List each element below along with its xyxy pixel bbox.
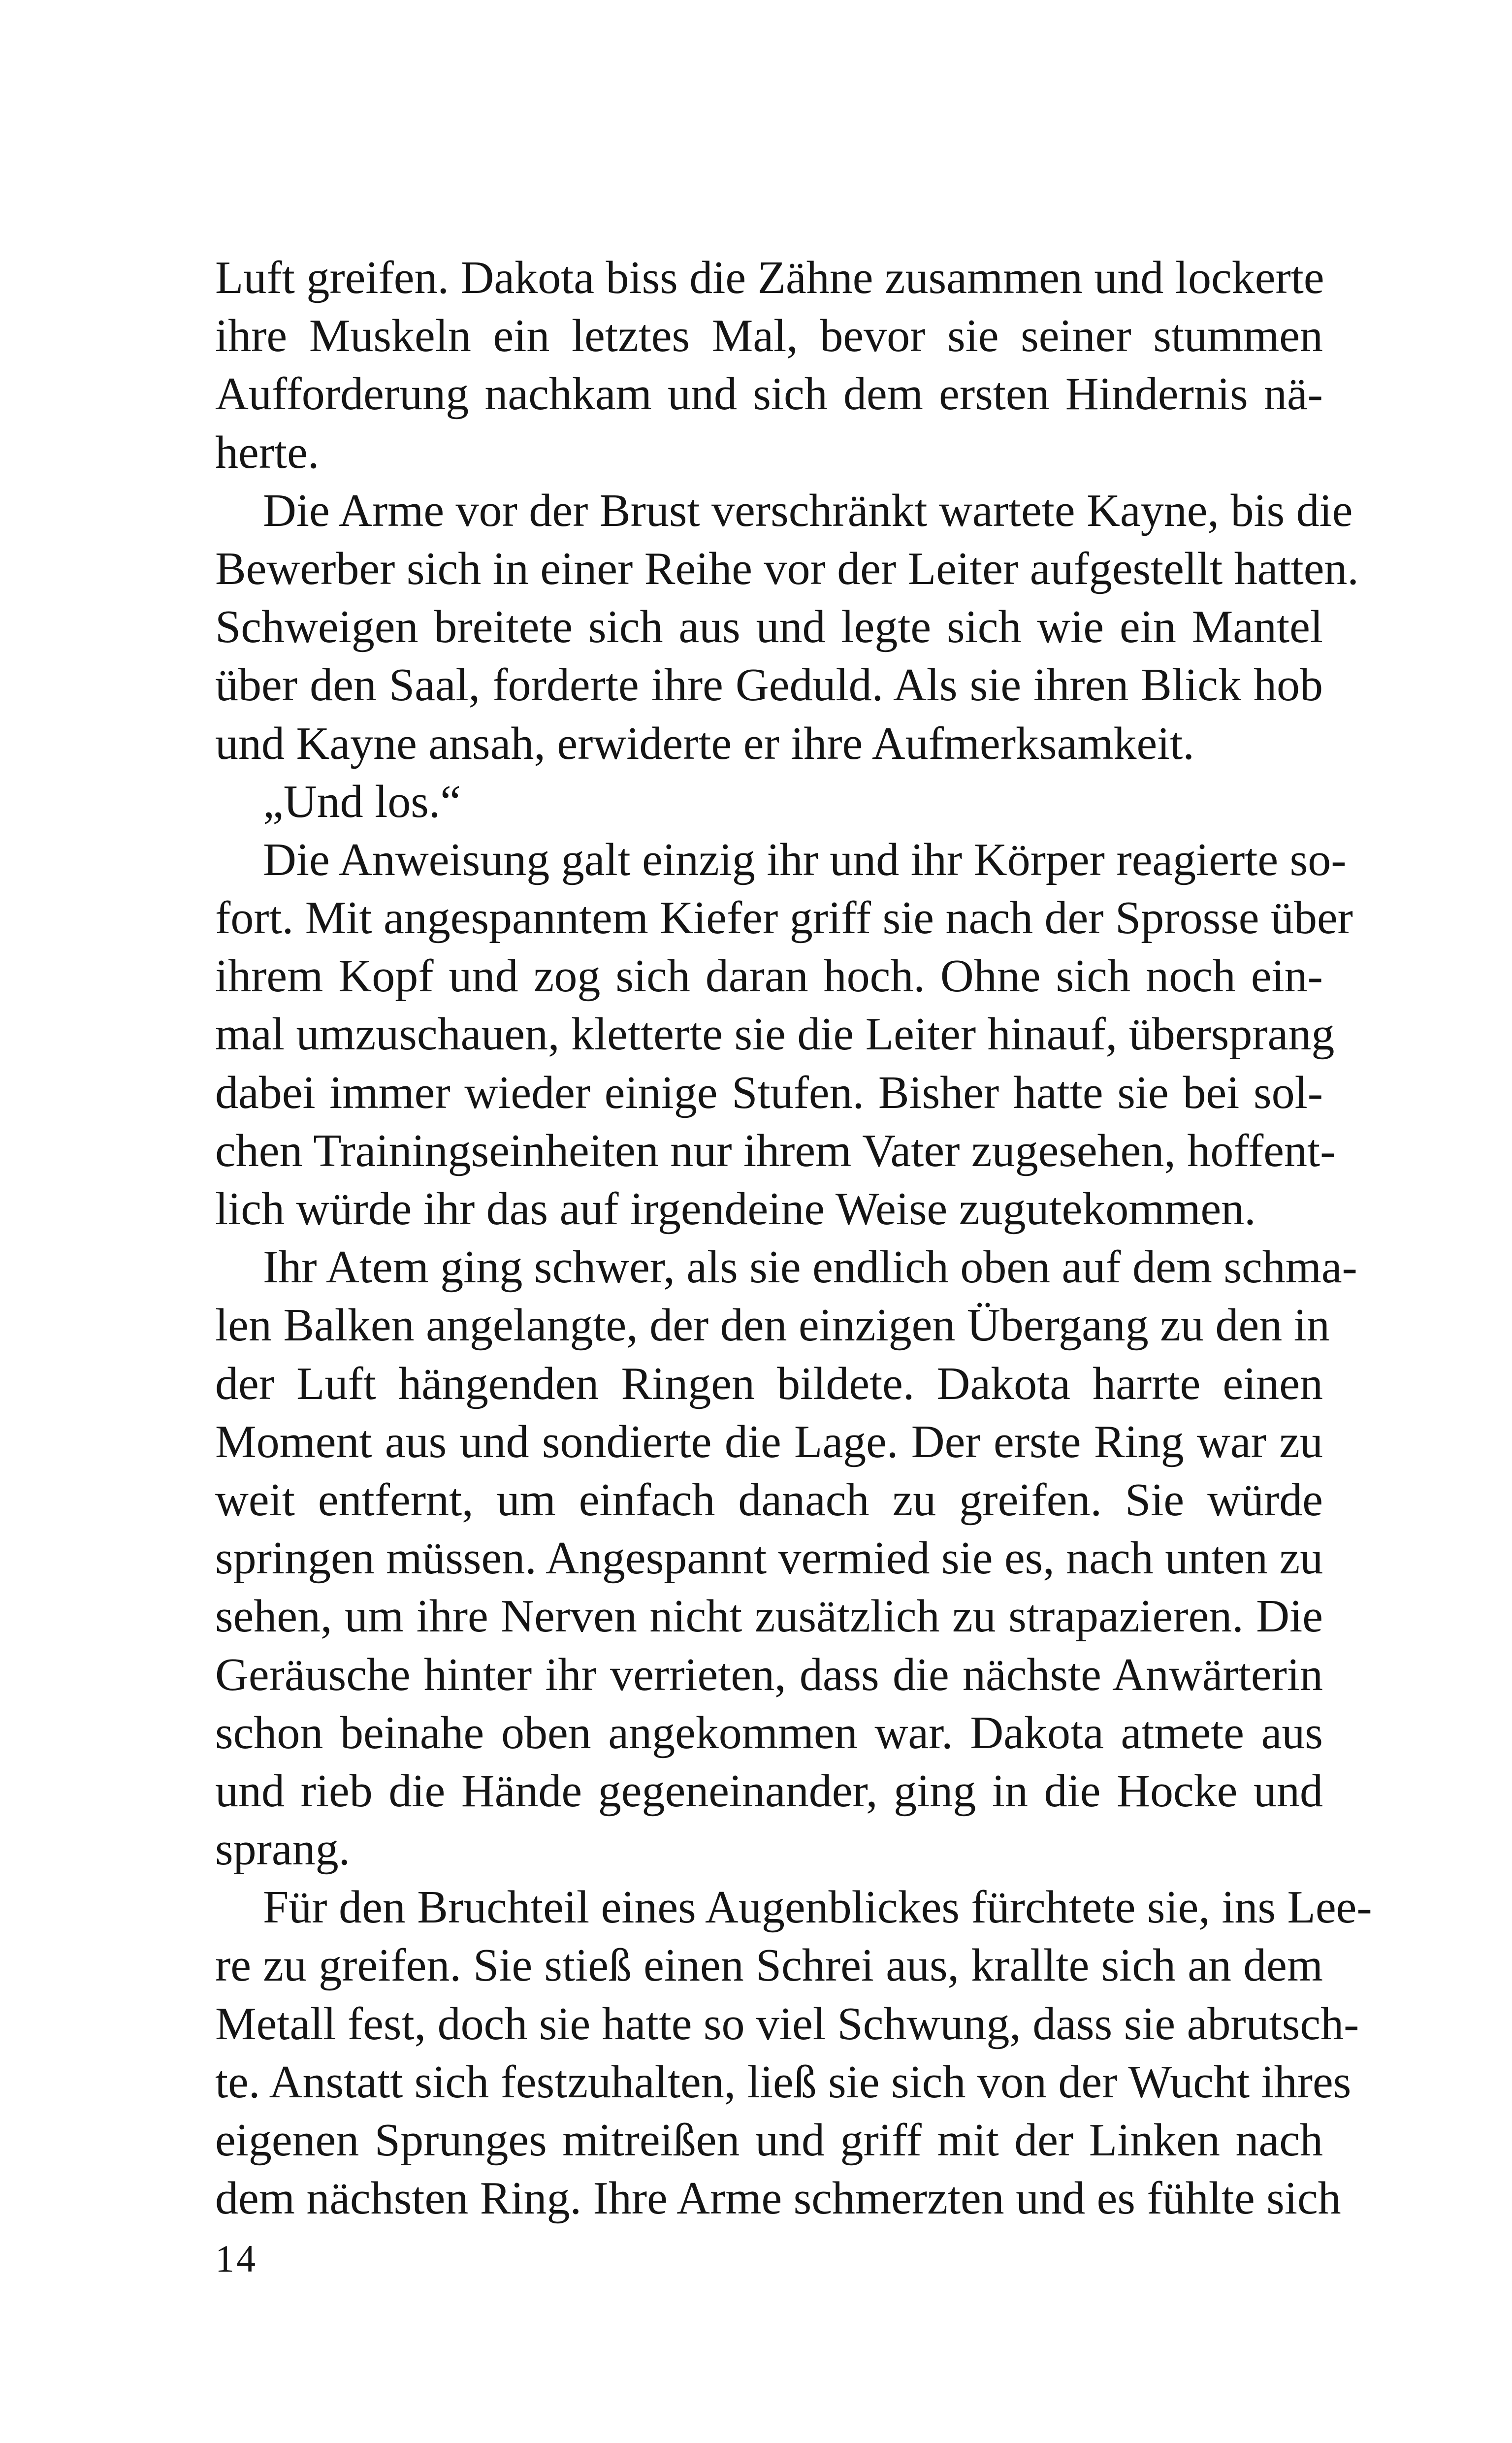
text-line: ihrem Kopf und zog sich daran hoch. Ohne sich noch ein- xyxy=(215,950,1323,1002)
text-line: te. Anstatt sich festzuhalten, ließ sie sich von der Wucht ihres xyxy=(215,2056,1351,2108)
text-line: Metall fest, doch sie hatte so viel Schwung, dass sie abrutsch- xyxy=(215,1998,1359,2050)
text-line: sehen, um ihre Nerven nicht zusätzlich zu strapazieren. Die xyxy=(215,1591,1323,1642)
body-text xyxy=(215,249,1372,2227)
text-line: Moment aus und sondierte die Lage. Der erste Ring war zu xyxy=(215,1416,1323,1467)
text-line: fort. Mit angespanntem Kiefer griff sie nach der Sprosse über xyxy=(215,892,1353,944)
dialogue-line: „Und los.“ xyxy=(263,776,461,827)
page-number: 14 xyxy=(215,2237,257,2280)
text-line: herte. xyxy=(215,426,320,478)
text-line: Geräusche hinter ihr verrieten, dass die nächste Anwärterin xyxy=(215,1649,1323,1700)
text-line: mal umzuschauen, kletterte sie die Leiter hinauf, übersprang xyxy=(215,1009,1335,1060)
text-line: eigenen Sprunges mitreißen und griff mit der Linken nach xyxy=(215,2115,1323,2166)
text-line: chen Trainingseinheiten nur ihrem Vater zugesehen, hoffent- xyxy=(215,1125,1336,1176)
text-line: Für den Bruchteil eines Augenblickes fürchtete sie, ins Lee- xyxy=(263,1882,1372,1933)
text-line: der Luft hängenden Ringen bildete. Dakota harrte einen xyxy=(215,1358,1323,1409)
text-line: lich würde ihr das auf irgendeine Weise zugutekommen. xyxy=(215,1183,1256,1235)
text-line: sprang. xyxy=(215,1824,351,1875)
text-line: und rieb die Hände gegeneinander, ging in die Hocke und xyxy=(215,1765,1323,1817)
text-line: Aufforderung nachkam und sich dem ersten Hindernis nä- xyxy=(215,368,1323,420)
text-line: Schweigen breitete sich aus und legte sich wie ein Mantel xyxy=(215,601,1323,653)
text-line: Bewerber sich in einer Reihe vor der Leiter aufgestellt hatten. xyxy=(215,543,1359,594)
text-line: len Balken angelangte, der den einzigen Übergang zu den in xyxy=(215,1300,1330,1351)
text-line: Die Anweisung galt einzig ihr und ihr Körper reagierte so- xyxy=(263,834,1347,885)
text-line: dem nächsten Ring. Ihre Arme schmerzten und es fühlte sich xyxy=(215,2173,1341,2224)
text-line: Ihr Atem ging schwer, als sie endlich oben auf dem schma- xyxy=(263,1241,1357,1293)
text-line: dabei immer wieder einige Stufen. Bisher hatte sie bei sol- xyxy=(215,1067,1323,1118)
text-line: weit entfernt, um einfach danach zu greifen. Sie würde xyxy=(215,1474,1323,1526)
text-line: und Kayne ansah, erwiderte er ihre Aufmerksamkeit. xyxy=(215,717,1194,769)
text-line: re zu greifen. Sie stieß einen Schrei aus, krallte sich an dem xyxy=(215,1940,1323,1991)
text-line: Die Arme vor der Brust verschränkt wartete Kayne, bis die xyxy=(263,485,1353,536)
text-line: ihre Muskeln ein letztes Mal, bevor sie seiner stummen xyxy=(215,310,1323,362)
text-line: springen müssen. Angespannt vermied sie es, nach unten zu xyxy=(215,1532,1323,1584)
text-line: schon beinahe oben angekommen war. Dakota atmete aus xyxy=(215,1707,1323,1759)
text-line: über den Saal, forderte ihre Geduld. Als sie ihren Blick hob xyxy=(215,659,1323,711)
text-line: Luft greifen. Dakota biss die Zähne zusammen und lockerte xyxy=(215,252,1324,303)
